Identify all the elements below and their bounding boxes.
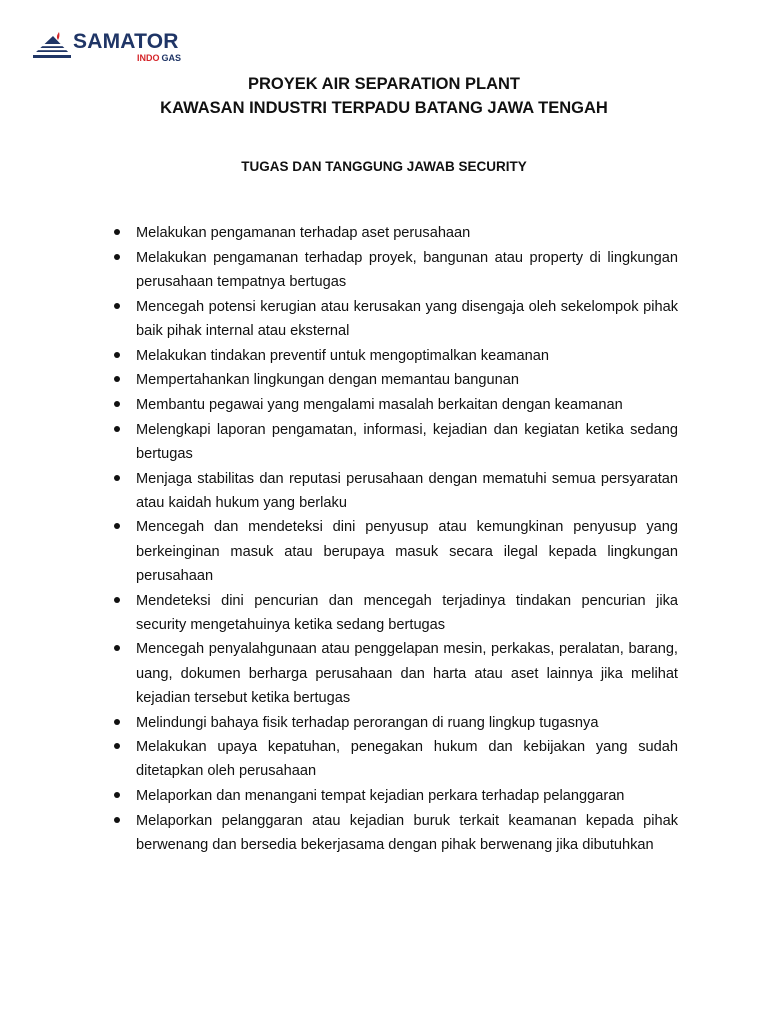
list-item	[113, 637, 678, 710]
logo-sub-gas: GAS	[161, 53, 182, 63]
list-item-text: Mencegah dan mendeteksi dini penyusup atau kemungkinan penyusup yang berkeinginan masuk atau berupaya masuk secara ilegal kepada lingkungan perusahaan	[136, 519, 678, 584]
bullet-icon	[114, 743, 120, 749]
document-title-line-2: KAWASAN INDUSTRI TERPADU BATANG JAWA TENGAH	[160, 99, 608, 117]
bullet-icon	[114, 645, 120, 651]
list-item	[113, 515, 678, 588]
list-item-text: Melaporkan dan menangani tempat kejadian perkara terhadap pelanggaran	[136, 788, 625, 805]
bullet-icon	[114, 817, 120, 823]
list-item-text: Membantu pegawai yang mengalami masalah berkaitan dengan keamanan	[136, 396, 623, 413]
bullet-icon	[114, 229, 120, 235]
mountain-flame-icon	[33, 32, 71, 58]
samator-logo	[33, 28, 193, 68]
logo-subtext	[137, 53, 181, 63]
list-item	[113, 418, 678, 466]
section-heading: TUGAS DAN TANGGUNG JAWAB SECURITY	[241, 159, 527, 174]
bullet-icon	[114, 376, 120, 382]
bullet-icon	[114, 719, 120, 725]
list-item	[113, 344, 678, 368]
list-item	[113, 589, 678, 637]
list-item-text: Melaporkan pelanggaran atau kejadian buruk terkait keamanan kepada pihak berwenang dan bersedia bekerjasama dengan pihak berwenang jika dibutuhkan	[136, 812, 678, 854]
list-item-text: Mendeteksi dini pencurian dan mencegah terjadinya tindakan pencurian jika security mengetahuinya ketika sedang bertugas	[136, 592, 678, 633]
list-item	[113, 467, 678, 515]
list-item-text: Melakukan pengamanan terhadap proyek, bangunan atau property di lingkungan perusahaan tempatnya bertugas	[136, 249, 678, 290]
bullet-icon	[114, 426, 120, 432]
bullet-icon	[114, 475, 120, 481]
list-item	[113, 221, 678, 245]
bullet-icon	[114, 597, 120, 603]
list-item	[113, 295, 678, 343]
list-item-text: Mencegah penyalahgunaan atau penggelapan mesin, perkakas, peralatan, barang, uang, dokumen berharga perusahaan dan harta atau aset lainnya jika melihat kejadian tersebut ketika bertugas	[136, 641, 678, 706]
bullet-icon	[114, 401, 120, 407]
list-item	[113, 735, 678, 783]
bullet-icon	[114, 303, 120, 309]
list-item	[113, 368, 678, 392]
bullet-icon	[114, 352, 120, 358]
list-item-text: Melakukan upaya kepatuhan, penegakan hukum dan kebijakan yang sudah ditetapkan oleh perusahaan	[136, 739, 678, 780]
list-item	[113, 784, 678, 808]
logo-sub-indo: INDO	[137, 53, 160, 63]
bullet-icon	[114, 254, 120, 260]
document-title-line-1: PROYEK AIR SEPARATION PLANT	[248, 75, 520, 93]
list-item	[113, 246, 678, 294]
list-item-text: Melakukan pengamanan terhadap aset perusahaan	[136, 225, 471, 241]
bullet-icon	[114, 523, 120, 529]
list-item-text: Mempertahankan lingkungan dengan memantau bangunan	[136, 372, 519, 389]
list-item-text: Melindungi bahaya fisik terhadap perorangan di ruang lingkup tugasnya	[136, 714, 599, 731]
list-item	[113, 393, 678, 417]
duty-list	[113, 221, 678, 858]
list-item	[113, 809, 678, 857]
list-item-text: Melakukan tindakan preventif untuk mengoptimalkan keamanan	[136, 347, 549, 364]
list-item-text: Mencegah potensi kerugian atau kerusakan yang disengaja oleh sekelompok pihak baik pihak internal atau eksternal	[136, 298, 678, 339]
list-item	[113, 711, 678, 735]
logo-wordmark: SAMATOR	[73, 30, 179, 53]
bullet-icon	[114, 792, 120, 798]
list-item-text: Menjaga stabilitas dan reputasi perusahaan dengan mematuhi semua persyaratan atau kaidah hukum yang berlaku	[136, 470, 678, 511]
list-item-text: Melengkapi laporan pengamatan, informasi, kejadian dan kegiatan ketika sedang bertugas	[136, 421, 678, 462]
